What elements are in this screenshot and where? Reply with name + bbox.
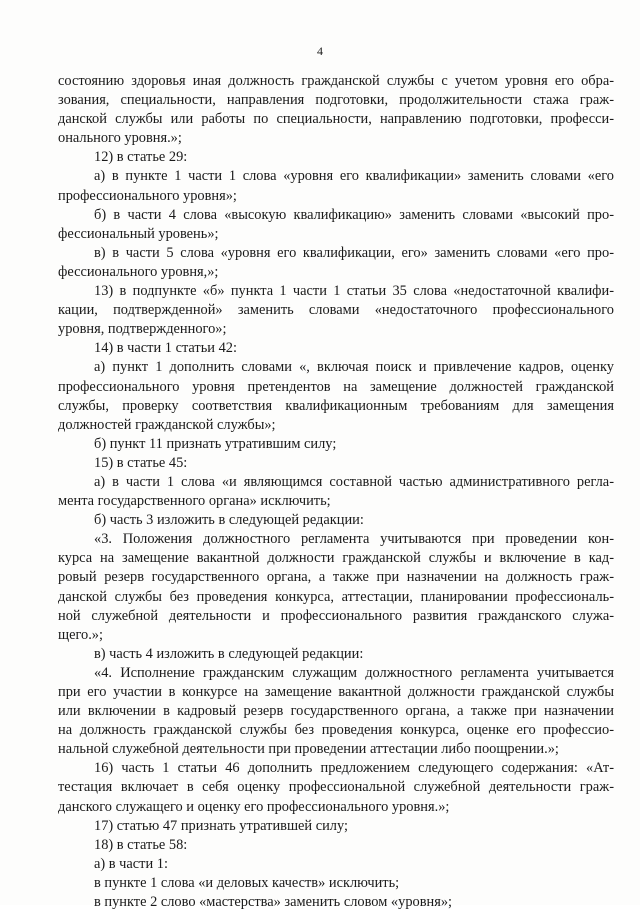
text-line: б) пункт 11 признать утратившим силу; xyxy=(94,435,337,452)
text-line: 14) в части 1 статьи 42: xyxy=(94,340,237,357)
text-line: в пункте 1 слова «и деловых качеств» исключить; xyxy=(94,874,400,891)
text-line: уровня, подтвержденного»; xyxy=(58,321,227,338)
text-line: щего.»; xyxy=(58,626,103,643)
text-line: 16) часть 1 статьи 46 дополнить предложением следующего содержания: «Ат- xyxy=(94,760,614,777)
text-line: б) в части 4 слова «высокую квалификацию» заменить словами «высокий про- xyxy=(94,206,614,223)
text-line: ной служебной деятельности и профессионального развития гражданского служа- xyxy=(58,607,614,624)
text-line: «4. Исполнение гражданским служащим должностного регламента учитывается xyxy=(94,664,614,681)
text-line: фессионального уровня,»; xyxy=(58,263,219,280)
text-line: данской службы или работы по специальности, направлению подготовки, професси- xyxy=(58,111,614,128)
text-line: в пункте 2 слово «мастерства» заменить словом «уровня»; xyxy=(94,894,453,911)
text-line: или включении в кадровый резерв государственного органа, а также при назначении xyxy=(58,703,614,720)
text-line: кации, подтвержденной» заменить словами «недостаточного профессионального xyxy=(58,302,614,319)
text-line: состоянию здоровья иная должность гражданской службы с учетом уровня его обра- xyxy=(58,73,614,89)
text-line: онального уровня.»; xyxy=(58,130,182,147)
text-line: «3. Положения должностного регламента учитываются при проведении кон- xyxy=(94,531,614,548)
text-line: 12) в статье 29: xyxy=(94,149,188,166)
text-line: нальной служебной деятельности при проведении аттестации либо поощрении.»; xyxy=(58,741,559,758)
text-line: а) в пункте 1 части 1 слова «уровня его квалификации» заменить словами «его xyxy=(94,168,614,185)
text-line: при его участии в конкурсе на замещение вакантной должности гражданской службы xyxy=(58,684,614,700)
text-line: фессиональный уровень»; xyxy=(58,225,219,242)
text-line: б) часть 3 изложить в следующей редакции: xyxy=(94,512,364,529)
text-line: курса на замещение вакантной должности гражданской службы и включение в кад- xyxy=(58,550,614,567)
text-line: 17) статью 47 признать утратившей силу; xyxy=(94,817,348,834)
text-line: на должность гражданской службы без проведения конкурса, оценке его профессио- xyxy=(58,722,614,739)
text-line: данского служащего и оценку его профессионального уровня.»; xyxy=(58,798,450,815)
text-line: зования, специальности, направления подготовки, продолжительности стажа граж- xyxy=(58,92,614,109)
text-line: а) в части 1: xyxy=(94,855,168,872)
text-line: данской службы без проведения конкурса, аттестации, планировании профессиональ- xyxy=(58,588,614,605)
text-line: а) пункт 1 дополнить словами «, включая поиск и привлечение кадров, оценку xyxy=(94,359,614,376)
page-number: 4 xyxy=(317,44,323,58)
text-line: должностей гражданской службы»; xyxy=(58,416,276,433)
document-body xyxy=(58,72,614,912)
text-line: 15) в статье 45: xyxy=(94,454,188,471)
text-line: мента государственного органа» исключить; xyxy=(58,493,331,510)
text-line: а) в части 1 слова «и являющимся составной частью административного регла- xyxy=(94,473,614,490)
text-line: 13) в подпункте «б» пункта 1 части 1 статьи 35 слова «недостаточной квалифи- xyxy=(94,283,614,300)
text-line: профессионального уровня претендентов на замещение должностей гражданской xyxy=(58,378,614,395)
text-line: профессионального уровня»; xyxy=(58,187,237,204)
text-line: в) часть 4 изложить в следующей редакции: xyxy=(94,645,364,662)
text-line: службы, проверку соответствия квалификационным требованиям для замещения xyxy=(58,397,614,414)
text-line: тестация включает в себя оценку профессиональной служебной деятельности граж- xyxy=(58,779,614,796)
text-line: 18) в статье 58: xyxy=(94,836,188,853)
text-line: в) в части 5 слова «уровня его квалификации, его» заменить словами «его про- xyxy=(94,244,614,261)
text-line: ровый резерв государственного органа, а также при назначении на должность граж- xyxy=(58,569,614,586)
